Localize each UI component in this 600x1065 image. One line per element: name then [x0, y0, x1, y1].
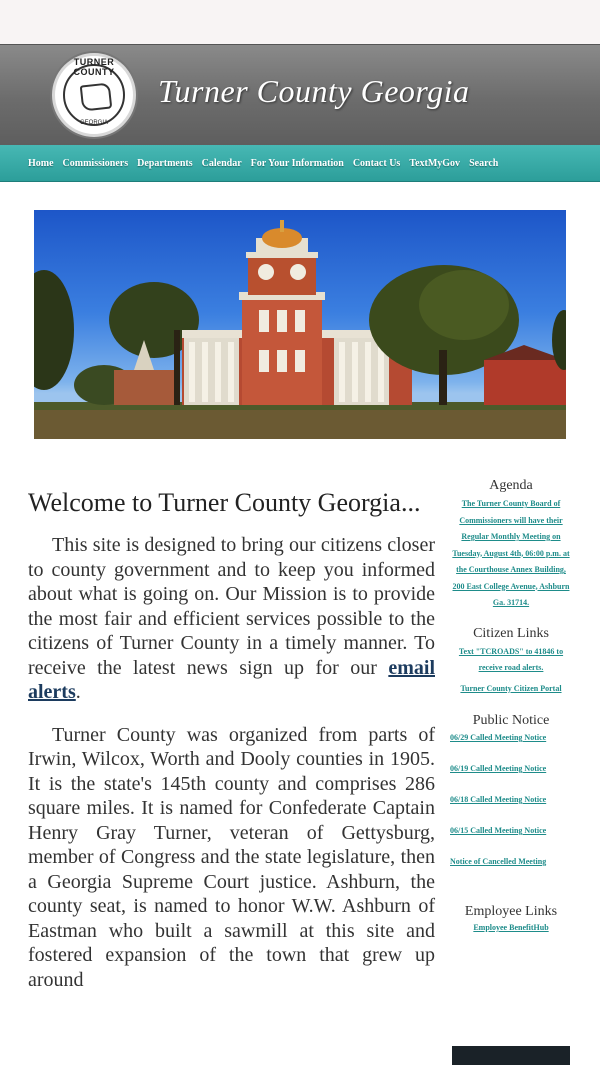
intro-paragraph: This site is designed to bring our citizens closer to county government and to keep you informed about what is going on. Our Mission is to provide the most fair and efficient services possible to the citizens of Turner County in a timely manner. To receive the latest news sign up for our email alerts.: [28, 534, 435, 703]
main-content: [28, 490, 435, 992]
sidebar-image[interactable]: [452, 1046, 570, 1065]
page-title: Welcome to Turner County Georgia...: [28, 488, 421, 517]
notice-link[interactable]: 06/29 Called Meeting Notice: [450, 733, 547, 742]
county-seal-logo[interactable]: TURNER COUNTY GEORGIA: [52, 53, 136, 137]
citizen-portal-link[interactable]: Turner County Citizen Portal: [460, 683, 562, 693]
notice-link[interactable]: 06/15 Called Meeting Notice: [450, 826, 547, 835]
employee-links-heading: Employee Links: [464, 904, 558, 919]
site-header: [0, 44, 600, 145]
county-map-icon: [80, 83, 113, 112]
nav-search[interactable]: Search: [469, 158, 499, 169]
nav-home[interactable]: Home: [28, 158, 54, 169]
nav-textmygov[interactable]: TextMyGov: [409, 158, 461, 169]
nav-for-your-information[interactable]: For Your Information: [250, 158, 344, 169]
nav-commissioners[interactable]: Commissioners: [62, 158, 129, 169]
browser-top-strip: [0, 0, 600, 44]
public-notice-heading: Public Notice: [472, 713, 550, 728]
site-title: Turner County Georgia: [158, 73, 470, 109]
road-alerts-link[interactable]: Text "TCROADS" to 41846 to receive road alerts.: [458, 646, 564, 672]
employee-benefithub-link[interactable]: Employee BenefitHub: [473, 923, 549, 932]
citizen-links-heading: Citizen Links: [473, 625, 549, 641]
agenda-link[interactable]: The Turner County Board of Commissioners will have their Regular Monthly Meeting on Tuesday, August 4th, 06:00 p.m. at the Courthouse Annex Building, 200 East College Avenue, Ashburn Ga. 31714.: [452, 499, 570, 607]
nav-contact-us[interactable]: Contact Us: [352, 158, 401, 169]
notice-link[interactable]: Notice of Cancelled Meeting: [450, 857, 547, 866]
email-alerts-link[interactable]: email alerts: [28, 656, 435, 703]
nav-departments[interactable]: Departments: [137, 158, 193, 169]
agenda-heading: Agenda: [489, 478, 533, 493]
courthouse-photo: [34, 210, 566, 439]
history-paragraph: Turner County was organized from parts of Irwin, Wilcox, Worth and Dooly counties in 1905. It is the state's 145th county and comprises 286 square miles. It is named for Confederate Captain Henry Gray Turner, veteran of Gettysburg, member of Congress and the state legislature, then a Georgia Supreme Court justice. Ashburn, the county seat, is named to honor W.W. Ashburn of Eastman who built a sawmill at this site and fostered expansion of the town that grew up around: [28, 723, 435, 991]
notice-link[interactable]: 06/19 Called Meeting Notice: [450, 764, 547, 773]
nav-calendar[interactable]: Calendar: [201, 158, 242, 169]
main-nav: [0, 145, 600, 182]
notice-link[interactable]: 06/18 Called Meeting Notice: [450, 795, 547, 804]
sidebar: [450, 478, 572, 937]
